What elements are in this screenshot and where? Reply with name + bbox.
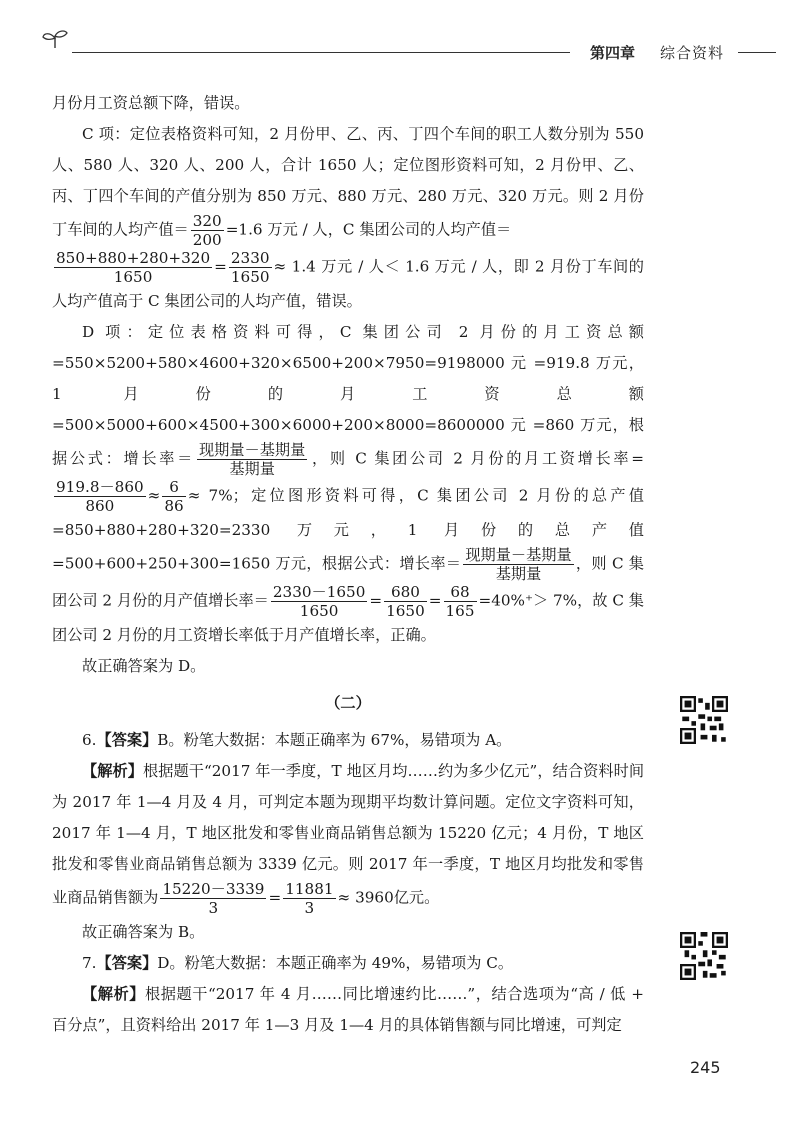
denominator: 86 [164, 497, 184, 515]
text: ≈ [147, 486, 161, 505]
text: ≈ 1.4 万元 / 人＜ 1.6 万元 / 人，即 2 月份丁车间的人均产值高于 C 集团公司的人均产值，错误。 [52, 257, 644, 310]
fraction [191, 212, 224, 249]
numerator: 6 [162, 478, 185, 497]
section-heading: （二） [325, 694, 371, 712]
denominator: 3 [304, 899, 315, 917]
numerator: 919.8－860 [56, 478, 144, 496]
text: ≈ 7%；定位图形资料可得，C 集团公司 2 月份的总产值 =850+880+280+320=2330 万元，1 月份的总产值 =500+600+250+300=1650 万元，根据公式：增长率＝ [52, 486, 644, 573]
denominator: 165 [445, 602, 475, 620]
numerator: 现期量－基期量 [198, 441, 306, 459]
fraction [444, 583, 477, 620]
fraction [384, 583, 427, 620]
denominator: 基期量 [229, 460, 275, 478]
header-rule-right [738, 52, 776, 53]
answer-text: B。粉笔大数据：本题正确率为 67%，易错项为 A。 [157, 731, 512, 749]
text: = [268, 888, 282, 907]
fraction [271, 583, 368, 620]
denominator: 200 [192, 231, 222, 249]
fraction [229, 249, 272, 286]
fraction [162, 478, 185, 515]
question-6-explanation [52, 756, 644, 917]
numerator: 15220－3339 [162, 880, 265, 898]
denominator: 1650 [386, 602, 425, 620]
header-rule-left [72, 52, 570, 53]
answer-statement: 故正确答案为 B。 [82, 923, 205, 941]
numerator: 2330－1650 [272, 583, 366, 601]
answer-tag: 【答案】 [96, 954, 158, 972]
question-7-answer [52, 948, 644, 979]
text: =1.6 万元 / 人，C 集团公司的人均产值＝ [225, 220, 512, 239]
qr-code-icon[interactable] [680, 696, 728, 744]
denominator: 1650 [230, 268, 270, 286]
fraction [54, 478, 146, 515]
fraction [463, 546, 573, 583]
option-c-analysis [52, 119, 644, 317]
page-header [0, 22, 800, 66]
text: ，则 C 集团公司 2 月份的月产值增长率＝ [52, 554, 644, 610]
numerator: 2330 [230, 249, 270, 267]
denominator: 1650 [299, 602, 339, 620]
denominator: 基期量 [495, 565, 542, 583]
question-number: 6. [82, 731, 97, 749]
text: =40%⁺＞ 7%，故 C 集团公司 2 月份的月工资增长率低于月产值增长率，正确。 [52, 591, 644, 644]
denominator: 860 [85, 497, 115, 515]
answer-statement: 故正确答案为 D。 [82, 657, 206, 675]
page-number: 245 [690, 1058, 721, 1077]
text: ，则 C 集团公司 2 月份的月工资增长率= [309, 449, 645, 468]
fraction [160, 880, 266, 917]
numerator: 现期量－基期量 [465, 546, 572, 564]
chapter-title: 第四章 [590, 44, 636, 62]
paragraph-continuation: 月份月工资总额下降，错误。 [52, 94, 250, 112]
explanation-tag: 【解析】 [82, 762, 143, 780]
explanation-tag: 【解析】 [82, 985, 145, 1003]
answer-tag: 【答案】 [96, 731, 158, 749]
qr-code-icon[interactable] [680, 932, 728, 980]
fraction [283, 880, 335, 917]
text: ≈ 3960亿元。 [337, 888, 440, 907]
denominator: 1650 [113, 268, 153, 286]
section-title: 综合资料 [660, 44, 725, 62]
page-content [52, 88, 644, 1041]
explanation-text: 根据题干“2017 年一季度，T 地区月均……约为多少亿元”，结合资料时间为 2017 年 1—4 月及 4 月，可判定本题为现期平均数计算问题。定位文字资料可知，2017 年 1—4 月，T 地区批发和零售业商品销售总额为 15220 亿元；4 月份，T 地区批发和零售业商品销售总额为 3339 亿元。则 2017 年一季度，T 地区月均批发和零售业商品销售额为 [52, 762, 644, 907]
question-6-answer [52, 725, 644, 756]
question-7-explanation [52, 979, 644, 1041]
answer-text: D。粉笔大数据：本题正确率为 49%，易错项为 C。 [157, 954, 514, 972]
sprout-icon [40, 28, 70, 50]
question-number: 7. [82, 954, 97, 972]
numerator: 850+880+280+320 [56, 249, 211, 267]
numerator: 680 [384, 583, 427, 602]
fraction [54, 249, 212, 286]
numerator: 68 [444, 583, 477, 602]
text: = [428, 591, 442, 610]
numerator: 11881 [285, 880, 334, 898]
fraction [197, 441, 307, 478]
numerator: 320 [192, 212, 222, 230]
text: C 项：定位表格资料可知，2 月份甲、乙、丙、丁四个车间的职工人数分别为 550 人、580 人、320 人、200 人，合计 1650 人；定位图形资料可知，2 月份甲、乙、丙、丁四个车间的产值分别为 850 万元、880 万元、280 万元、320 万元。则 2 月份丁车间的人均产值＝ [52, 125, 644, 239]
explanation-text: 根据题干“2017 年 4 月……同比增速约比……”，结合选项为“高 / 低 + 百分点”，且资料给出 2017 年 1—3 月及 1—4 月的具体销售额与同比增速，可判定 [52, 985, 645, 1034]
text: D 项：定位表格资料可得，C 集团公司 2 月份的月工资总额 =550×5200+580×4600+320×6500+200×7950=9198000 元 =919.8 万元，1 月份的月工资总额 =500×5000+600×4500+300×6000+200×8000=8600000 元 =860 万元，根据公式：增长率＝ [52, 323, 644, 468]
denominator: 3 [208, 899, 219, 917]
option-d-analysis [52, 317, 644, 651]
text: = [369, 591, 383, 610]
text: = [214, 257, 227, 276]
